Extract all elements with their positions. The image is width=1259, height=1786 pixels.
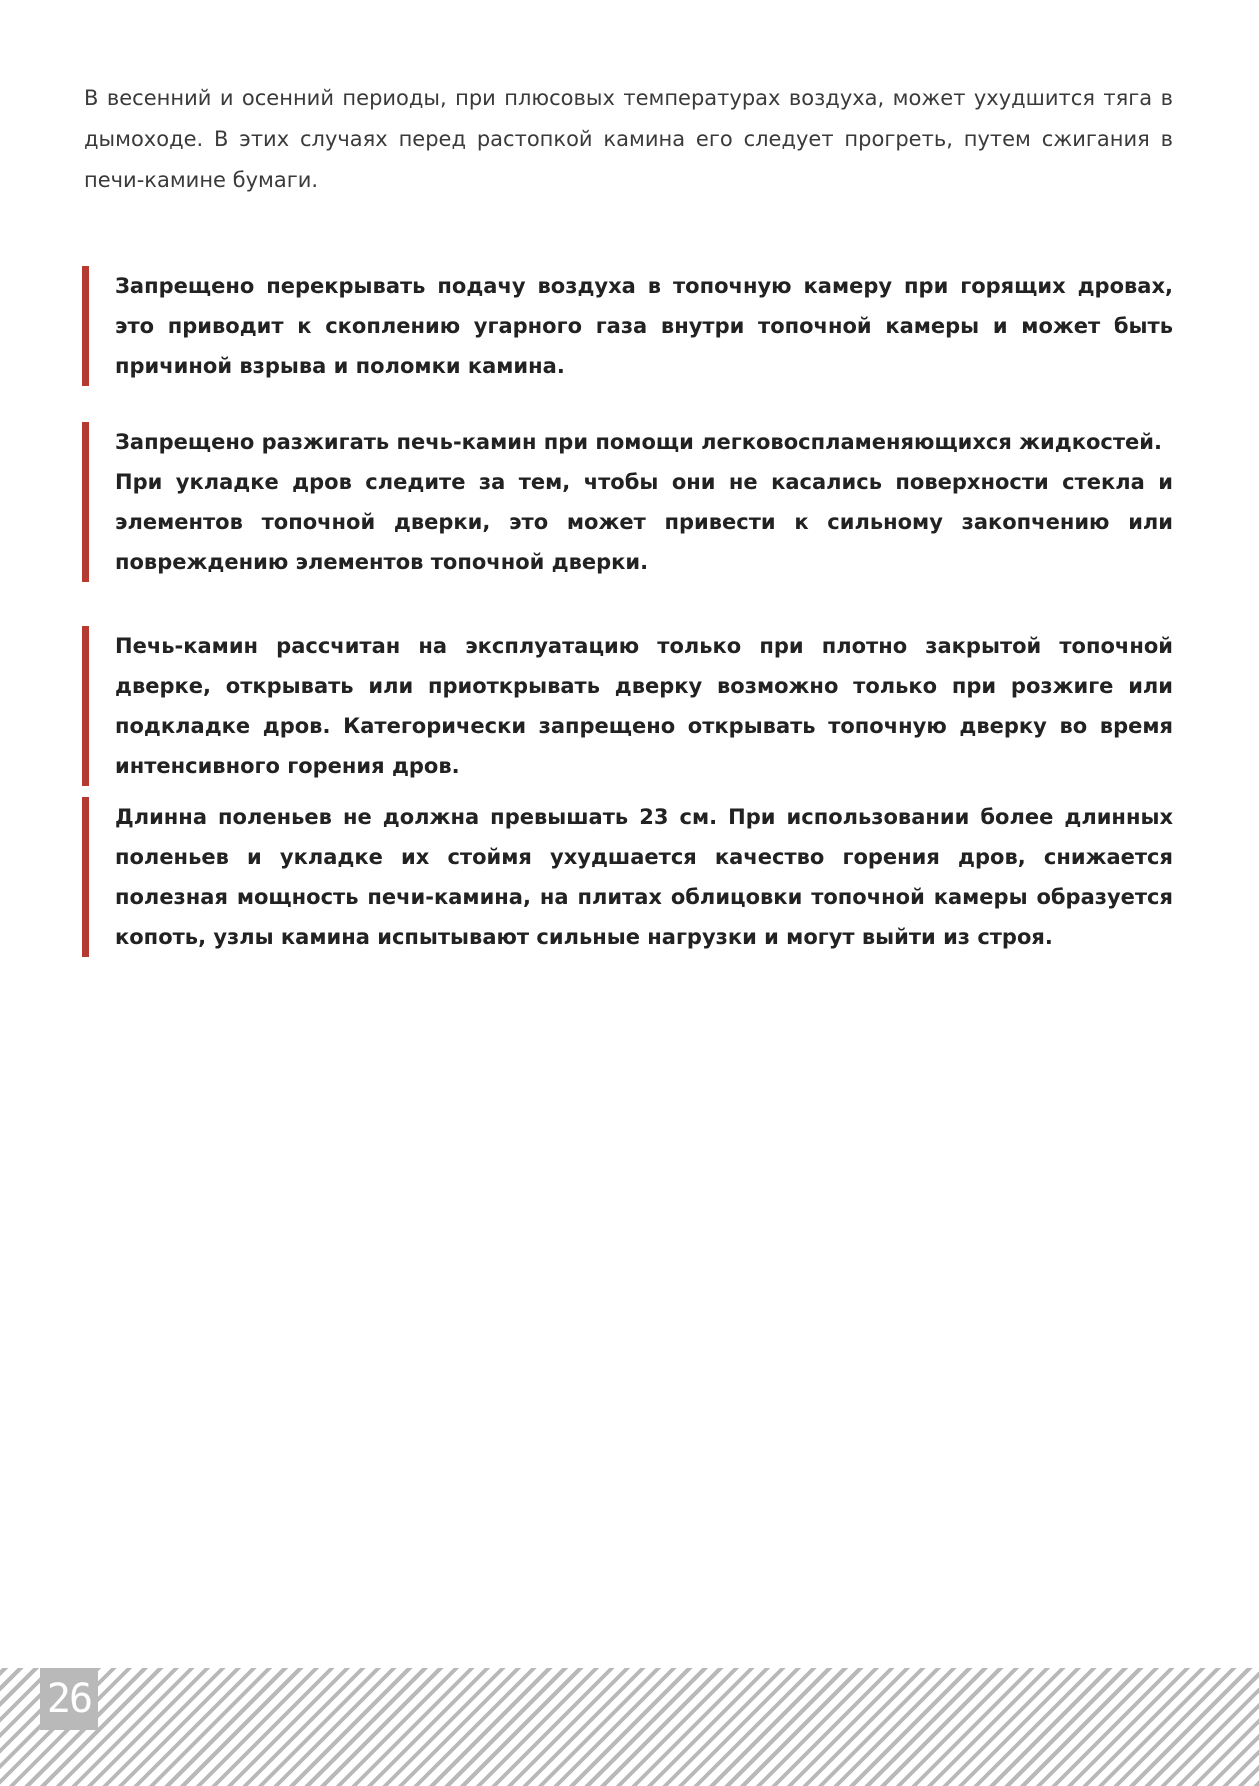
warning-text — [115, 797, 1173, 957]
accent-bar — [82, 626, 89, 786]
page-number: 26 — [40, 1668, 98, 1730]
accent-bar — [82, 266, 89, 386]
warning-paragraph: Запрещено перекрывать подачу воздуха в топочную камеру при горящих дровах, это приводит к скоплению угарного газа внутри топочной камеры и может быть причиной взрыва и поломки камина. — [115, 274, 1173, 378]
warning-paragraph: Длинна поленьев не должна превышать 23 см. При использовании более длинных поленьев и укладке их стоймя ухудшается качество горения дров, снижается полезная мощность печи-камина, на плитах облицовки топочной камеры образуется копоть, узлы камина испытывают сильные нагрузки и могут выйти из строя. — [115, 805, 1173, 949]
accent-bar — [82, 422, 89, 582]
warning-note — [82, 266, 1173, 386]
accent-bar — [82, 797, 89, 957]
warning-paragraph: Запрещено разжигать печь-камин при помощи легковоспламеняющихся жидкостей. — [115, 430, 1162, 454]
intro-paragraph: В весенний и осенний периоды, при плюсовых температурах воздуха, может ухудшится тяга в дымоходе. В этих случаях перед растопкой камина его следует прогреть, путем сжигания в печи-камине бумаги. — [84, 86, 1173, 192]
warning-text — [115, 422, 1173, 582]
warning-text — [115, 626, 1173, 786]
warning-text — [115, 266, 1173, 386]
warning-note — [82, 422, 1173, 582]
warning-paragraph: При укладке дров следите за тем, чтобы они не касались поверхности стекла и элементов топочной дверки, это может привести к сильному закопчению или повреждению элементов топочной дверки. — [115, 470, 1173, 574]
footer-stripes — [0, 1668, 1259, 1786]
warning-paragraph: Печь-камин рассчитан на эксплуатацию только при плотно закрытой топочной дверке, открывать или приоткрывать дверку возможно только при розжиге или подкладке дров. Категорически запрещено открывать топочную дверку во время интенсивного горения дров. — [115, 634, 1173, 778]
warning-note — [82, 626, 1173, 786]
warning-note — [82, 797, 1173, 957]
